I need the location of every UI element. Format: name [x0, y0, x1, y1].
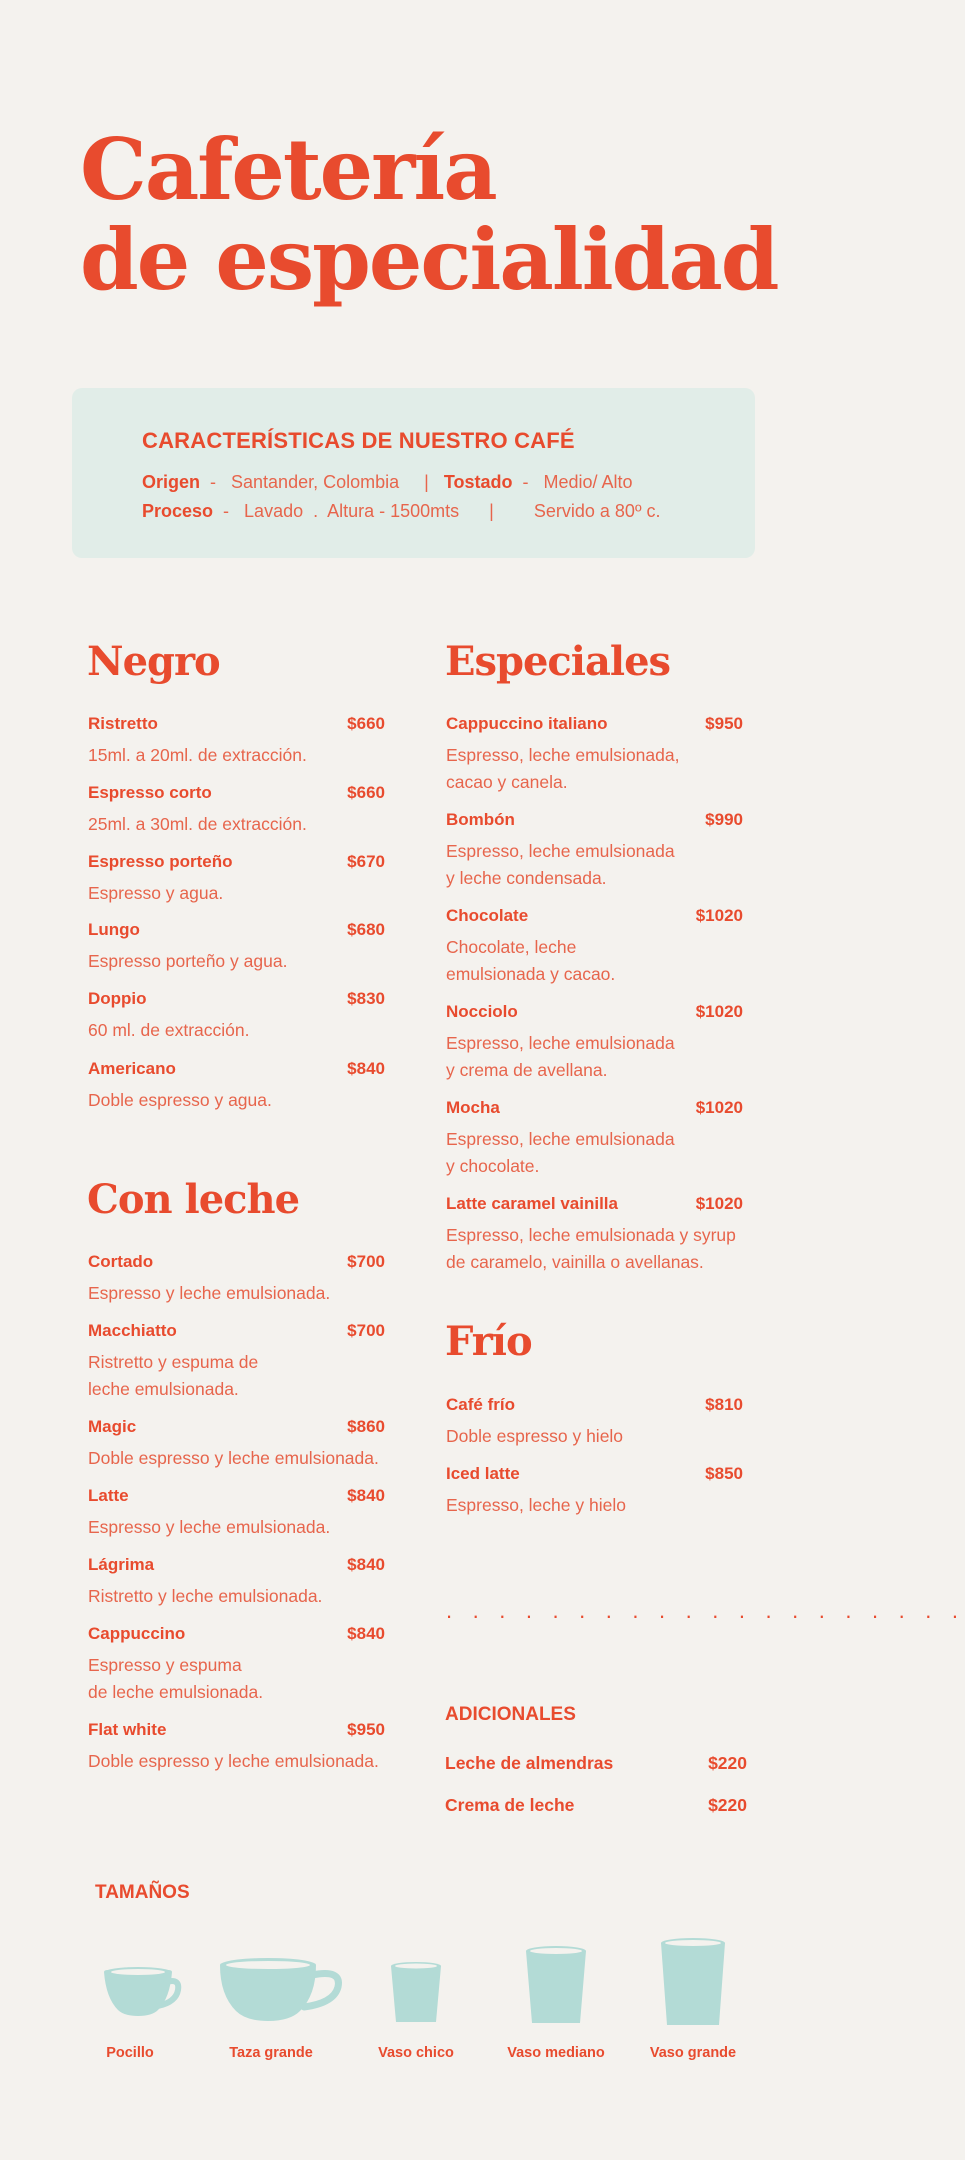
menu-item-name: Mocha	[446, 1098, 500, 1117]
menu-item-price: $840	[347, 1486, 385, 1505]
section-title-especiales: Especiales	[445, 638, 671, 685]
menu-item-price: $1020	[695, 1098, 743, 1117]
menu-item-name: Doppio	[88, 989, 147, 1008]
menu-item-description: Espresso, leche emulsionada y crema de avellana.	[446, 1033, 675, 1080]
large-glass-icon	[658, 1935, 728, 2027]
page-title	[80, 120, 778, 309]
origin-label: Origen	[142, 472, 201, 492]
menu-item-name: Americano	[88, 1059, 176, 1078]
menu-item-price: $950	[705, 714, 743, 733]
coffee-features-panel	[72, 388, 755, 558]
menu-item-price: $670	[347, 852, 385, 871]
espresso-cup-icon	[100, 1962, 180, 2024]
menu-item-name: Cappuccino	[88, 1624, 186, 1643]
menu-item-price: $840	[347, 1624, 385, 1643]
menu-item-description: Espresso porteño y agua.	[88, 951, 288, 971]
size-label-vaso-grande: Vaso grande	[649, 2045, 737, 2061]
menu-item-name: Café frío	[446, 1395, 515, 1414]
roast-value: Medio/ Alto	[543, 472, 633, 492]
menu-item-description: Espresso y leche emulsionada.	[88, 1517, 331, 1537]
menu-item-price: $850	[705, 1464, 743, 1483]
menu-item-name: Espresso porteño	[88, 852, 233, 871]
menu-item-name: Espresso corto	[88, 783, 212, 802]
menu-item-description: Espresso, leche emulsionada y leche condensada.	[446, 841, 675, 888]
menu-item-price: $660	[347, 783, 385, 802]
extra-item-price: $220	[708, 1753, 747, 1773]
menu-item-description: Espresso y agua.	[88, 883, 224, 903]
menu-item-description: 25ml. a 30ml. de extracción.	[88, 814, 307, 834]
size-label-vaso-chico: Vaso chico	[378, 2045, 454, 2061]
menu-item-price: $840	[347, 1555, 385, 1574]
menu-item-price: $830	[347, 989, 385, 1008]
menu-item-price: $860	[347, 1417, 385, 1436]
title-line-2: de especialidad	[80, 210, 778, 309]
features-heading: CARACTERÍSTICAS DE NUESTRO CAFÉ	[142, 428, 575, 453]
menu-item-name: Magic	[88, 1417, 137, 1436]
serving-temperature: Servido a 80º c.	[533, 501, 661, 521]
menu-item-description: Doble espresso y leche emulsionada.	[88, 1751, 379, 1771]
menu-item-description: Espresso, leche emulsionada y syrup de caramelo, vainilla o avellanas.	[446, 1225, 736, 1272]
process-label: Proceso	[142, 501, 214, 521]
menu-item-description: Espresso, leche emulsionada y chocolate.	[446, 1129, 675, 1176]
extra-item-name: Crema de leche	[445, 1795, 575, 1815]
medium-glass-icon	[523, 1943, 589, 2025]
sizes-heading: TAMAÑOS	[95, 1882, 190, 1903]
section-title-negro: Negro	[87, 638, 220, 685]
menu-item-price: $700	[347, 1321, 385, 1340]
features-row-1: Origen - Santander, Colombia | Tostado - Medio/ Alto	[142, 472, 633, 492]
menu-item-description: Ristretto y leche emulsionada.	[88, 1586, 323, 1606]
size-label-taza-grande: Taza grande	[229, 2045, 313, 2061]
menu-item-name: Chocolate	[446, 906, 529, 925]
menu-item-price: $1020	[695, 906, 743, 925]
menu-item-price: $700	[347, 1252, 385, 1271]
menu-item-price: $840	[347, 1059, 385, 1078]
menu-item-description: Chocolate, leche emulsionada y cacao.	[446, 937, 616, 984]
menu-item-description: Espresso, leche emulsionada, cacao y canela.	[446, 745, 680, 792]
menu-item-price: $660	[347, 714, 385, 733]
dotted-divider: . . . . . . . . . . . . . . . . . . . .	[446, 1598, 965, 1623]
menu-item-description: 60 ml. de extracción.	[88, 1020, 250, 1040]
extra-item	[445, 1753, 747, 1774]
features-row-2: Proceso - Lavado . Altura - 1500mts | Servido a 80º c.	[142, 501, 661, 521]
menu-item-name: Flat white	[88, 1720, 167, 1739]
extra-item	[445, 1795, 747, 1816]
extra-item-name: Leche de almendras	[445, 1753, 614, 1773]
menu-item-name: Bombón	[446, 810, 515, 829]
size-label-pocillo: Pocillo	[106, 2045, 154, 2061]
menu-item-description: Doble espresso y agua.	[88, 1090, 272, 1110]
extra-item-price: $220	[708, 1795, 747, 1815]
small-glass-icon	[388, 1958, 444, 2026]
menu-item-name: Latte	[88, 1486, 129, 1505]
section-title-frio: Frío	[445, 1318, 532, 1365]
menu-item-description: Espresso y espuma de leche emulsionada.	[88, 1655, 264, 1702]
menu-item-price: $680	[347, 920, 385, 939]
menu-item-name: Nocciolo	[446, 1002, 518, 1021]
menu-item-price: $1020	[695, 1002, 743, 1021]
menu-item-name: Macchiatto	[88, 1321, 177, 1340]
large-cup-icon	[216, 1955, 344, 2027]
adicionales-heading: ADICIONALES	[445, 1704, 576, 1725]
menu-item-name: Iced latte	[446, 1464, 520, 1483]
menu-item-price: $1020	[695, 1194, 743, 1213]
title-line-1: Cafetería	[80, 120, 496, 219]
roast-label: Tostado	[443, 472, 513, 492]
menu-item-name: Ristretto	[88, 714, 158, 733]
menu-item-name: Cortado	[88, 1252, 154, 1271]
menu-item-price: $810	[705, 1395, 743, 1414]
menu-item-description: Doble espresso y hielo	[446, 1426, 624, 1446]
menu-item-description: Espresso y leche emulsionada.	[88, 1283, 331, 1303]
menu-item-description: Doble espresso y leche emulsionada.	[88, 1448, 379, 1468]
menu-item-description: 15ml. a 20ml. de extracción.	[88, 745, 307, 765]
menu-item-name: Cappuccino italiano	[446, 714, 608, 733]
size-label-vaso-mediano: Vaso mediano	[507, 2045, 605, 2061]
menu-item-name: Latte caramel vainilla	[446, 1194, 618, 1213]
menu-item-price: $990	[705, 810, 743, 829]
menu-item-name: Lágrima	[88, 1555, 155, 1574]
section-title-con-leche: Con leche	[87, 1176, 300, 1223]
menu-item-price: $950	[347, 1720, 385, 1739]
menu-item-description: Espresso, leche y hielo	[446, 1495, 626, 1515]
process-value: Lavado . Altura - 1500mts	[244, 501, 460, 521]
menu-item-name: Lungo	[88, 920, 140, 939]
menu-item-description: Ristretto y espuma de leche emulsionada.	[88, 1352, 259, 1399]
origin-value: Santander, Colombia	[231, 472, 400, 492]
